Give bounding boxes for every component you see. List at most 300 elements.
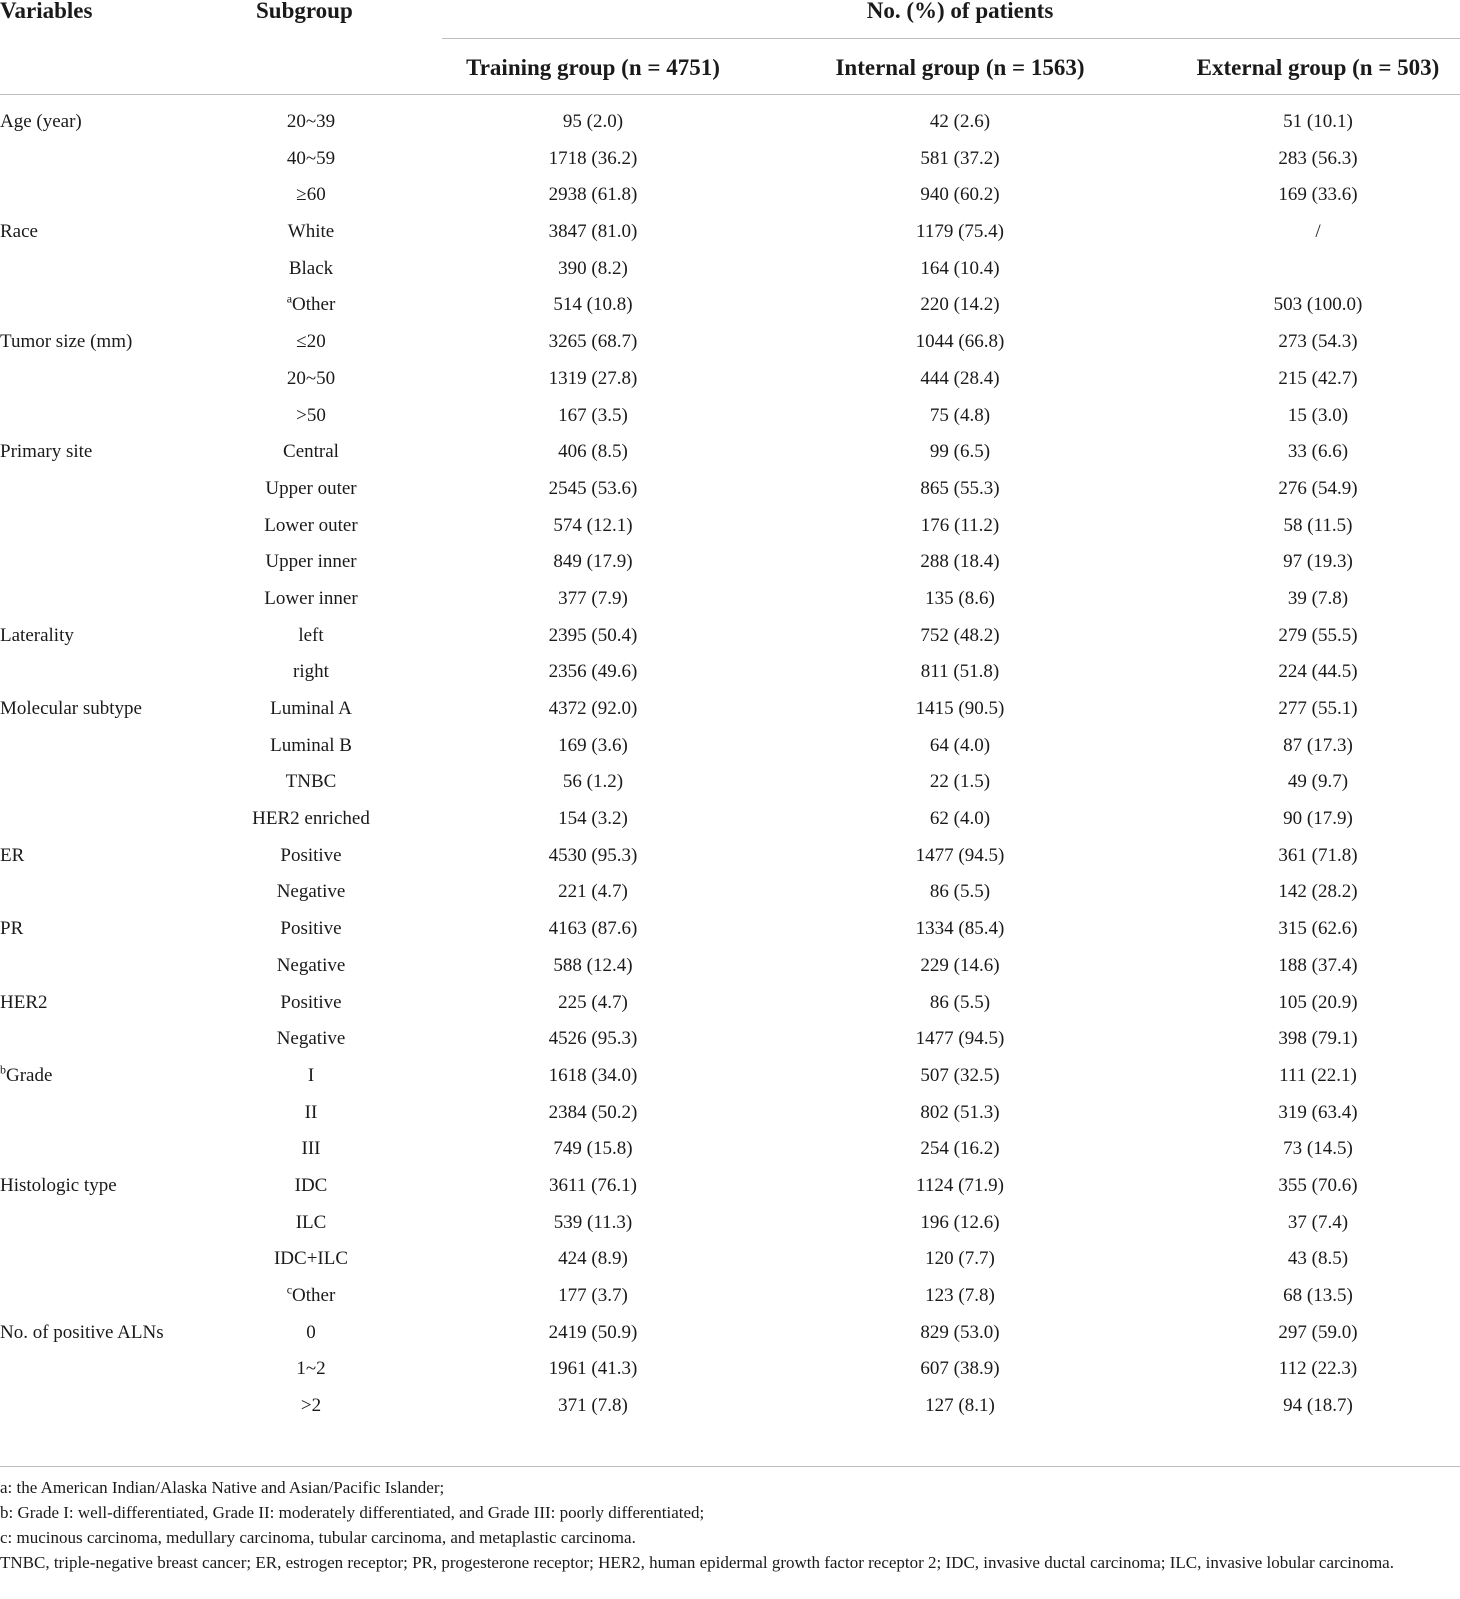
cell-variable-text: Age (year) <box>0 111 82 132</box>
cell-internal-text: 1477 (94.5) <box>915 1028 1005 1050</box>
cell-internal <box>930 734 990 758</box>
cell-internal <box>930 404 990 428</box>
cell-external <box>1278 697 1357 721</box>
cell-internal-text: 1044 (66.8) <box>915 331 1005 353</box>
cell-training <box>549 477 638 501</box>
cell-external <box>1274 293 1363 317</box>
cell-internal <box>920 1064 999 1088</box>
cell-training <box>558 587 628 611</box>
table-row <box>0 361 1460 398</box>
cell-subgroup-text: Negative <box>276 1028 346 1050</box>
cell-subgroup <box>287 110 335 134</box>
cell-subgroup <box>302 1137 321 1161</box>
cell-subgroup <box>301 1394 321 1418</box>
cell-subgroup <box>283 440 339 464</box>
cell-subgroup-text: Central <box>283 441 339 463</box>
table-row <box>0 1205 1460 1242</box>
cell-internal-text: 865 (55.3) <box>920 477 1000 499</box>
cell-internal <box>930 991 990 1015</box>
cell-variable <box>0 1321 164 1345</box>
cell-subgroup-text: Positive <box>280 918 342 940</box>
cell-external-text: 169 (33.6) <box>1278 184 1358 206</box>
footnote: c: mucinous carcinoma, medullary carcinoma, tubular carcinoma, and metaplastic carcinoma. <box>0 1528 636 1547</box>
cell-training <box>558 991 628 1015</box>
cell-external-text: 39 (7.8) <box>1287 587 1349 609</box>
table-row <box>0 764 1460 801</box>
cell-training-text: 4372 (92.0) <box>548 698 638 719</box>
cell-training <box>549 624 638 648</box>
cell-training-text: 4163 (87.6) <box>548 918 638 940</box>
cell-training <box>553 514 632 538</box>
cell-internal-text: 229 (14.6) <box>920 954 1000 976</box>
cell-subgroup <box>265 477 356 501</box>
cell-internal-text: 1334 (85.4) <box>915 918 1005 940</box>
cell-variable-text: PR <box>0 918 24 940</box>
cell-subgroup <box>298 624 323 648</box>
cell-internal <box>920 550 999 574</box>
cell-training <box>549 1027 638 1051</box>
cell-subgroup-text: Luminal B <box>270 734 352 756</box>
cell-external <box>1278 1101 1357 1125</box>
table-row <box>0 214 1460 251</box>
cell-external <box>1278 880 1357 904</box>
table-row <box>0 654 1460 691</box>
cell-subgroup-text: left <box>298 624 324 646</box>
cell-variable <box>0 844 24 868</box>
cell-training-text: 749 (15.8) <box>553 1138 633 1160</box>
cell-external <box>1278 1174 1357 1198</box>
cell-external <box>1288 1211 1348 1235</box>
cell-training-text: 4526 (95.3) <box>548 1028 638 1050</box>
cell-variable-text: Tumor size (mm) <box>0 331 133 353</box>
cell-training-text: 221 (4.7) <box>558 881 628 903</box>
cell-variable-text: Race <box>0 221 38 243</box>
table-row <box>0 1278 1460 1315</box>
cell-training <box>549 1357 638 1381</box>
cell-subgroup <box>296 404 326 428</box>
cell-external-text: 276 (54.9) <box>1278 477 1358 499</box>
table-row <box>0 911 1460 948</box>
cell-training <box>549 1101 638 1125</box>
cell-subgroup <box>252 807 370 831</box>
cell-subgroup <box>296 1357 325 1381</box>
cell-training-text: 2356 (49.6) <box>548 661 638 683</box>
cell-subgroup <box>265 550 356 574</box>
cell-external <box>1288 770 1348 794</box>
cell-training-text: 4530 (95.3) <box>548 844 638 866</box>
cell-external-text: 105 (20.9) <box>1278 991 1358 1013</box>
cell-subgroup-text: III <box>301 1138 321 1160</box>
cell-subgroup-text: Other <box>292 294 336 316</box>
cell-subgroup <box>280 917 341 941</box>
cell-internal <box>920 477 999 501</box>
cell-training-text: 2545 (53.6) <box>548 477 638 499</box>
cell-internal <box>925 1247 995 1271</box>
cell-training-text: 2938 (61.8) <box>548 184 638 206</box>
cell-subgroup-text: I <box>307 1064 315 1086</box>
table-row <box>0 251 1460 288</box>
cell-internal-text: 802 (51.3) <box>920 1101 1000 1123</box>
cell-subgroup-text: IDC+ILC <box>273 1248 349 1270</box>
cell-training-text: 514 (10.8) <box>553 294 633 316</box>
cell-subgroup <box>277 1027 346 1051</box>
cell-training <box>558 1284 628 1308</box>
table-row <box>0 838 1460 875</box>
cell-internal <box>920 183 999 207</box>
cell-subgroup <box>305 1101 318 1125</box>
cell-training <box>549 697 638 721</box>
cell-training-text: 56 (1.2) <box>562 771 624 793</box>
cell-internal <box>916 330 1005 354</box>
cell-training-text: 371 (7.8) <box>558 1395 628 1417</box>
cell-variable <box>0 1174 117 1198</box>
cell-internal <box>930 880 990 904</box>
cell-internal-text: 127 (8.1) <box>925 1395 995 1417</box>
table-row <box>0 104 1460 141</box>
cell-subgroup-text: 20~39 <box>286 111 336 132</box>
table-row <box>0 398 1460 435</box>
cell-subgroup-text: Negative <box>276 881 346 903</box>
cell-subgroup-text: II <box>304 1101 318 1123</box>
cell-subgroup-text: ≤20 <box>296 331 326 353</box>
footnote: b: Grade I: well-differentiated, Grade II: moderately differentiated, and Grade III: poorly differentiated; <box>0 1503 705 1522</box>
cell-internal <box>921 514 999 538</box>
cell-external <box>1278 1321 1357 1345</box>
cell-training <box>549 330 638 354</box>
cell-training <box>563 110 623 134</box>
cell-subgroup <box>295 1174 328 1198</box>
cell-training <box>549 1064 638 1088</box>
cell-external-text: 43 (8.5) <box>1287 1248 1349 1270</box>
cell-subgroup <box>270 697 352 721</box>
header-training: Training group (n = 4751) <box>466 55 720 80</box>
cell-external-text: 37 (7.4) <box>1287 1211 1349 1233</box>
cell-external <box>1283 550 1353 574</box>
cell-external-text: 297 (59.0) <box>1278 1321 1358 1343</box>
table-row <box>0 1021 1460 1058</box>
cell-subgroup-text: ≥60 <box>296 184 326 206</box>
cell-subgroup <box>274 1247 348 1271</box>
cell-internal-text: 64 (4.0) <box>929 734 991 756</box>
cell-training-text: 95 (2.0) <box>562 111 624 132</box>
cell-internal-text: 1415 (90.5) <box>915 698 1005 719</box>
footnotes <box>0 1475 1460 1575</box>
cell-internal <box>920 1211 999 1235</box>
cell-training <box>553 1137 632 1161</box>
cell-internal <box>916 697 1005 721</box>
cell-external-text: 398 (79.1) <box>1278 1028 1358 1050</box>
cell-training-text: 225 (4.7) <box>558 991 628 1013</box>
cell-internal-text: 42 (2.6) <box>929 111 991 132</box>
cell-training-text: 169 (3.6) <box>558 734 628 756</box>
cell-variable-text: Molecular subtype <box>0 698 142 719</box>
cell-subgroup-text: Lower outer <box>264 514 358 536</box>
cell-variable-text: ER <box>0 844 25 866</box>
cell-external-text: 49 (9.7) <box>1287 771 1349 793</box>
cell-variable-text: Histologic type <box>0 1174 117 1196</box>
cell-external <box>1315 220 1320 244</box>
table-bottom-rule <box>0 1466 1460 1467</box>
cell-internal-text: 1124 (71.9) <box>916 1174 1004 1196</box>
cell-internal <box>920 1321 999 1345</box>
cell-subgroup-text: ILC <box>295 1211 327 1233</box>
cell-training-text: 3611 (76.1) <box>549 1174 637 1196</box>
cell-training-text: 1319 (27.8) <box>548 367 638 389</box>
cell-internal-text: 507 (32.5) <box>920 1064 1000 1086</box>
cell-external-text: 112 (22.3) <box>1278 1358 1358 1380</box>
cell-internal <box>925 587 995 611</box>
table-header-groups <box>0 50 1460 90</box>
footnote: TNBC, triple-negative breast cancer; ER, estrogen receptor; PR, progesterone receptor; HER2, human epidermal growth factor receptor 2; IDC, invasive ductal carcinoma; ILC, invasive lobular carcinoma. <box>0 1553 1394 1572</box>
cell-internal <box>930 807 990 831</box>
cell-internal-text: 581 (37.2) <box>920 147 1000 169</box>
cell-variable <box>0 917 23 941</box>
cell-external-text: 15 (3.0) <box>1287 404 1349 426</box>
footnote-marker: a <box>286 292 293 307</box>
cell-subgroup-text: 40~59 <box>286 147 336 169</box>
footnote-marker: c <box>286 1282 293 1297</box>
cell-variable <box>0 110 82 134</box>
cell-training <box>558 807 628 831</box>
cell-external-text: 319 (63.4) <box>1278 1101 1358 1123</box>
table-row <box>0 544 1460 581</box>
cell-external <box>1278 477 1357 501</box>
cell-external-text: 33 (6.6) <box>1287 441 1349 463</box>
cell-training <box>558 404 628 428</box>
cell-variable-text: No. of positive ALNs <box>0 1321 164 1343</box>
cell-external-text: 361 (71.8) <box>1278 844 1358 866</box>
cell-subgroup <box>270 734 352 758</box>
cell-external <box>1288 440 1348 464</box>
cell-external <box>1283 1137 1353 1161</box>
cell-internal-text: 288 (18.4) <box>920 551 1000 573</box>
cell-subgroup <box>264 514 357 538</box>
cell-subgroup <box>289 257 333 281</box>
cell-external-text: 215 (42.7) <box>1278 367 1358 389</box>
cell-subgroup-text: Negative <box>276 954 346 976</box>
cell-subgroup <box>286 770 337 794</box>
cell-internal <box>925 1284 995 1308</box>
cell-variable <box>0 697 142 721</box>
table-row <box>0 985 1460 1022</box>
table-row <box>0 1388 1460 1425</box>
table-row <box>0 508 1460 545</box>
cell-internal <box>930 110 990 134</box>
cell-training <box>554 1211 632 1235</box>
table-row <box>0 1351 1460 1388</box>
cell-subgroup <box>306 1321 316 1345</box>
header-variables: Variables <box>0 0 93 23</box>
cell-internal-text: 829 (53.0) <box>920 1321 1000 1343</box>
cell-subgroup <box>287 1284 336 1308</box>
table-row <box>0 801 1460 838</box>
cell-external-text: 142 (28.2) <box>1278 881 1358 903</box>
cell-training <box>563 770 623 794</box>
cell-training-text: 1961 (41.3) <box>548 1358 638 1380</box>
cell-subgroup <box>277 880 346 904</box>
cell-training-text: 2419 (50.9) <box>548 1321 638 1343</box>
cell-variable-text: Grade <box>6 1064 53 1086</box>
cell-training-text: 406 (8.5) <box>558 441 628 463</box>
cell-internal <box>921 660 999 684</box>
cell-training-text: 424 (8.9) <box>558 1248 628 1270</box>
cell-external <box>1278 917 1357 941</box>
cell-training <box>549 367 638 391</box>
table-row <box>0 691 1460 728</box>
cell-internal <box>920 1101 999 1125</box>
cell-external <box>1279 1357 1357 1381</box>
cell-training-text: 390 (8.2) <box>558 257 628 279</box>
cell-training-text: 574 (12.1) <box>553 514 633 536</box>
cell-variable <box>0 1064 52 1088</box>
cell-training-text: 588 (12.4) <box>553 954 633 976</box>
cell-internal-text: 75 (4.8) <box>929 404 991 426</box>
cell-external-text: 277 (55.1) <box>1278 698 1358 719</box>
cell-internal <box>916 1027 1005 1051</box>
cell-external <box>1283 807 1353 831</box>
cell-internal <box>925 1394 995 1418</box>
footnote-marker: b <box>0 1062 6 1077</box>
cell-training <box>553 550 632 574</box>
cell-training-text: 2384 (50.2) <box>548 1101 638 1123</box>
table-row <box>0 1315 1460 1352</box>
cell-training-text: 3847 (81.0) <box>548 221 638 243</box>
cell-external <box>1288 404 1348 428</box>
cell-subgroup-text: 1~2 <box>296 1358 326 1380</box>
cell-subgroup <box>280 844 341 868</box>
cell-internal <box>920 954 999 978</box>
cell-subgroup-text: >2 <box>300 1395 322 1417</box>
cell-internal <box>920 293 999 317</box>
table-row <box>0 287 1460 324</box>
cell-training <box>558 880 628 904</box>
cell-variable <box>0 440 92 464</box>
cell-training <box>549 183 638 207</box>
cell-external-text: 97 (19.3) <box>1283 551 1353 573</box>
cell-external-text: 58 (11.5) <box>1283 514 1353 536</box>
cell-external-text: 355 (70.6) <box>1278 1174 1358 1196</box>
cell-training <box>549 220 638 244</box>
cell-internal <box>916 917 1005 941</box>
cell-subgroup <box>293 660 329 684</box>
header-internal: Internal group (n = 1563) <box>835 55 1085 80</box>
cell-internal <box>920 257 999 281</box>
cell-training-text: 1718 (36.2) <box>548 147 638 169</box>
cell-training-text: 539 (11.3) <box>553 1211 633 1233</box>
cell-training <box>558 440 628 464</box>
cell-internal-text: 1179 (75.4) <box>916 221 1004 243</box>
cell-internal-text: 120 (7.7) <box>925 1248 995 1270</box>
cell-external <box>1283 1394 1353 1418</box>
cell-external <box>1279 1064 1357 1088</box>
cell-external-text: 315 (62.6) <box>1278 918 1358 940</box>
cell-external-text: 90 (17.9) <box>1283 808 1353 830</box>
cell-training <box>553 293 632 317</box>
cell-subgroup-text: White <box>287 221 335 243</box>
cell-external-text: 224 (44.5) <box>1278 661 1358 683</box>
cell-training-text: 167 (3.5) <box>558 404 628 426</box>
cell-subgroup-text: Lower inner <box>264 587 358 609</box>
table-row <box>0 471 1460 508</box>
cell-external <box>1278 660 1357 684</box>
cell-internal-text: 123 (7.8) <box>925 1285 995 1306</box>
cell-training-text: 1618 (34.0) <box>548 1064 638 1086</box>
cell-subgroup-text: Luminal A <box>270 698 352 719</box>
cell-internal <box>916 844 1005 868</box>
cell-external <box>1288 587 1348 611</box>
cell-external-text: 503 (100.0) <box>1273 294 1363 316</box>
cell-internal <box>930 440 990 464</box>
cell-internal <box>920 1137 999 1161</box>
header-bottom-rule <box>0 94 1460 95</box>
cell-internal-text: 444 (28.4) <box>920 367 1000 389</box>
cell-training-text: 2395 (50.4) <box>548 624 638 646</box>
cell-internal-text: 99 (6.5) <box>929 441 991 463</box>
cell-subgroup <box>287 367 335 391</box>
cell-variable <box>0 330 132 354</box>
cell-subgroup-text: Upper outer <box>265 477 357 499</box>
table-body <box>0 104 1460 1425</box>
cell-internal-text: 607 (38.9) <box>920 1358 1000 1380</box>
cell-training <box>549 1321 638 1345</box>
cell-training <box>549 1174 637 1198</box>
cell-external-text: 283 (56.3) <box>1278 147 1358 169</box>
table-row <box>0 728 1460 765</box>
cell-external <box>1283 110 1353 134</box>
cell-external <box>1278 147 1357 171</box>
cell-external <box>1278 183 1357 207</box>
cell-internal <box>916 1174 1004 1198</box>
cell-internal-text: 86 (5.5) <box>929 881 991 903</box>
cell-internal-text: 1477 (94.5) <box>915 844 1005 866</box>
table-row <box>0 434 1460 471</box>
cell-external <box>1278 624 1357 648</box>
cell-training <box>549 660 638 684</box>
table-row <box>0 141 1460 178</box>
cell-internal <box>930 770 990 794</box>
cell-external <box>1278 330 1357 354</box>
cell-training <box>549 917 638 941</box>
cell-subgroup <box>296 330 325 354</box>
cell-internal <box>920 624 999 648</box>
cell-subgroup-text: Positive <box>280 844 342 866</box>
table-row <box>0 1095 1460 1132</box>
cell-subgroup-text: Positive <box>280 991 342 1013</box>
table-header-top <box>0 0 1460 30</box>
cell-internal-text: 62 (4.0) <box>929 808 991 830</box>
cell-training <box>558 257 628 281</box>
cell-training <box>549 844 638 868</box>
table-row <box>0 324 1460 361</box>
cell-subgroup <box>287 147 335 171</box>
cell-internal <box>920 367 999 391</box>
cell-subgroup <box>296 1211 327 1235</box>
cell-subgroup-text: TNBC <box>285 771 337 793</box>
cell-external-text: 273 (54.3) <box>1278 331 1358 353</box>
cell-training-text: 177 (3.7) <box>558 1285 628 1306</box>
cell-internal <box>916 220 1004 244</box>
cell-subgroup-text: IDC <box>294 1174 328 1196</box>
cell-internal-text: 86 (5.5) <box>929 991 991 1013</box>
cell-external <box>1283 1284 1353 1308</box>
table-row <box>0 874 1460 911</box>
cell-external-text: 188 (37.4) <box>1278 954 1358 976</box>
cell-training-text: 3265 (68.7) <box>548 331 638 353</box>
cell-training <box>549 147 638 171</box>
cell-training-text: 377 (7.9) <box>558 587 628 609</box>
cell-external-text: 87 (17.3) <box>1283 734 1353 756</box>
cell-variable-text: HER2 <box>0 991 48 1013</box>
